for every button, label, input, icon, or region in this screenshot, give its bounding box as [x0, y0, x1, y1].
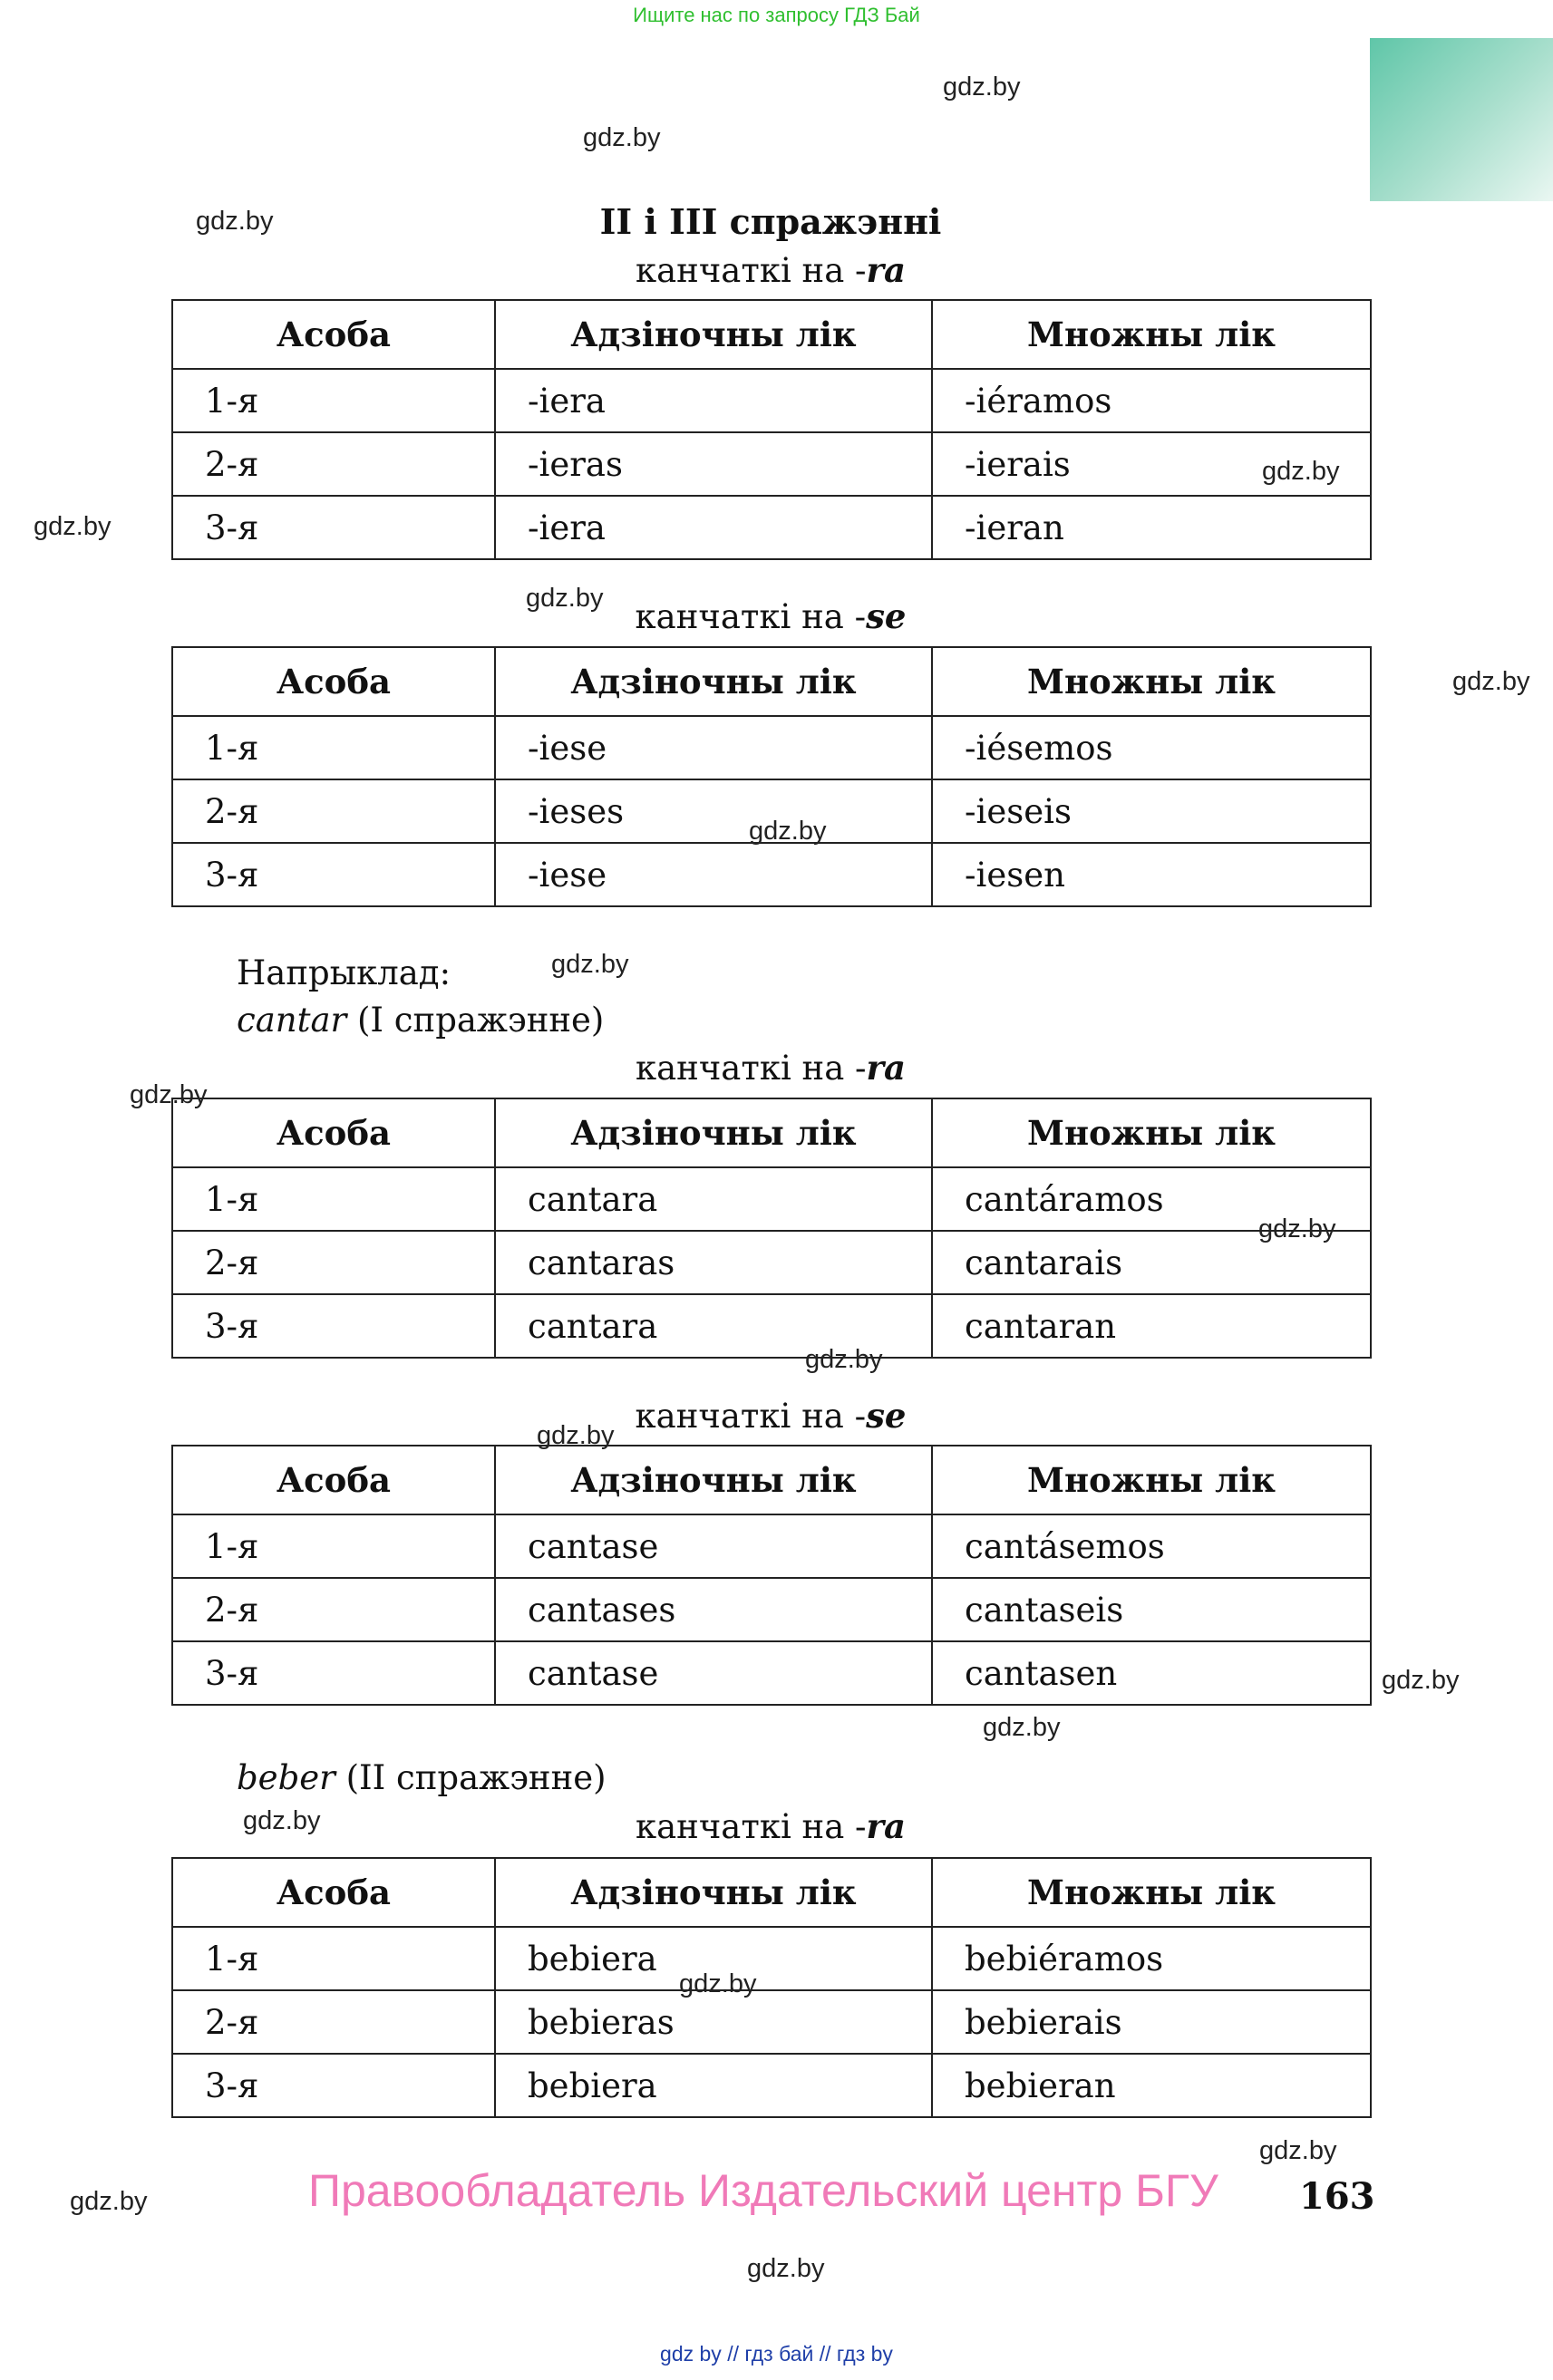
table-row [172, 369, 1371, 432]
watermark: gdz.by [34, 512, 112, 541]
header-person: Асоба [172, 1446, 495, 1514]
suffix: ra [866, 250, 906, 290]
cell-singular: -iese [495, 716, 932, 779]
header-row [172, 647, 1371, 716]
watermark: gdz.by [243, 1806, 321, 1835]
cell-person: 1-я [172, 1514, 495, 1578]
header-person: Асоба [172, 300, 495, 369]
watermark: gdz.by [551, 950, 629, 979]
cell-singular: -iera [495, 496, 932, 559]
cell-person: 1-я [172, 1167, 495, 1231]
cell-plural: -ierais [932, 432, 1371, 496]
header-row [172, 1098, 1371, 1167]
watermark: gdz.by [583, 123, 661, 152]
verb-title: cantar (I спражэнне) [237, 1001, 605, 1040]
cell-plural: cantasen [932, 1641, 1371, 1705]
table-caption: канчаткі на -se [635, 596, 907, 636]
table-caption: канчаткі на -ra [635, 250, 906, 290]
verb: beber [237, 1758, 335, 1797]
cell-person: 2-я [172, 1990, 495, 2054]
cell-person: 1-я [172, 1927, 495, 1990]
cell-singular: bebieras [495, 1990, 932, 2054]
suffix: se [866, 1396, 907, 1436]
table-caption: канчаткі на -se [635, 1396, 907, 1436]
section-heading: II і III спражэнні [599, 201, 942, 242]
cell-plural: cantaran [932, 1294, 1371, 1358]
conjugation-table [171, 1098, 1372, 1359]
cell-singular: bebiera [495, 1927, 932, 1990]
cell-singular: -iera [495, 369, 932, 432]
header-singular: Адзіночны лік [495, 1446, 932, 1514]
suffix: ra [866, 1806, 906, 1846]
header-plural: Множны лік [932, 1446, 1371, 1514]
cell-plural: -ieran [932, 496, 1371, 559]
cell-person: 2-я [172, 779, 495, 843]
cell-singular: cantase [495, 1641, 932, 1705]
cell-singular: cantara [495, 1294, 932, 1358]
header-row [172, 1858, 1371, 1927]
watermark: gdz.by [537, 1421, 615, 1450]
header-plural: Множны лік [932, 1858, 1371, 1927]
cell-person: 3-я [172, 1294, 495, 1358]
cell-plural: bebierais [932, 1990, 1371, 2054]
table-row [172, 1294, 1371, 1358]
table-row [172, 1578, 1371, 1641]
cell-person: 3-я [172, 2054, 495, 2117]
watermark: gdz.by [1382, 1666, 1460, 1695]
header-singular: Адзіночны лік [495, 1858, 932, 1927]
header-plural: Множны лік [932, 1098, 1371, 1167]
cell-singular: cantaras [495, 1231, 932, 1294]
header-singular: Адзіночны лік [495, 647, 932, 716]
header-row [172, 1446, 1371, 1514]
watermark: gdz.by [983, 1713, 1061, 1742]
conjugation-table [171, 646, 1372, 907]
cell-plural: cantásemos [932, 1514, 1371, 1578]
cell-singular: bebiera [495, 2054, 932, 2117]
cell-person: 2-я [172, 432, 495, 496]
header-person: Асоба [172, 1098, 495, 1167]
watermark: gdz.by [130, 1080, 208, 1109]
conjugation-table [171, 299, 1372, 560]
cell-person: 1-я [172, 716, 495, 779]
corner-decoration [1370, 38, 1553, 201]
verb: cantar [237, 1001, 347, 1040]
table-row [172, 432, 1371, 496]
watermark: gdz.by [1262, 457, 1340, 486]
cell-person: 3-я [172, 843, 495, 906]
table-row [172, 1927, 1371, 1990]
cell-plural: bebieran [932, 2054, 1371, 2117]
table-row [172, 1641, 1371, 1705]
table-row [172, 1231, 1371, 1294]
header-plural: Множны лік [932, 647, 1371, 716]
copyright-notice: Правообладатель Издательский центр БГУ [308, 2165, 1218, 2216]
table-row [172, 1514, 1371, 1578]
cell-singular: -ieras [495, 432, 932, 496]
table-caption: канчаткі на -ra [635, 1806, 906, 1846]
cell-plural: cantáramos [932, 1167, 1371, 1231]
cell-plural: cantarais [932, 1231, 1371, 1294]
top-note: Ищите нас по запросу ГДЗ Бай [633, 4, 920, 26]
conjugation-table [171, 1857, 1372, 2118]
verb-title: beber (II спражэнне) [237, 1758, 607, 1797]
table-row [172, 843, 1371, 906]
header-plural: Множны лік [932, 300, 1371, 369]
header-person: Асоба [172, 647, 495, 716]
watermark: gdz.by [526, 584, 604, 613]
cell-person: 3-я [172, 496, 495, 559]
cell-plural: -iesen [932, 843, 1371, 906]
watermark: gdz.by [196, 207, 274, 236]
watermark: gdz.by [70, 2187, 148, 2216]
table-row [172, 496, 1371, 559]
table-caption: канчаткі на -ra [635, 1048, 906, 1088]
watermark: gdz.by [679, 1969, 757, 1998]
table-row [172, 1990, 1371, 2054]
cell-singular: cantases [495, 1578, 932, 1641]
cell-singular: -iese [495, 843, 932, 906]
footer-links: gdz by // гдз бай // гдз by [660, 2342, 893, 2365]
conjugation-table [171, 1445, 1372, 1706]
cell-plural: -ieseis [932, 779, 1371, 843]
watermark: gdz.by [1259, 2136, 1337, 2165]
cell-person: 3-я [172, 1641, 495, 1705]
cell-person: 1-я [172, 369, 495, 432]
cell-singular: -ieses [495, 779, 932, 843]
header-row [172, 300, 1371, 369]
example-label: Напрыклад: [237, 953, 451, 992]
suffix: se [866, 596, 907, 636]
cell-person: 2-я [172, 1231, 495, 1294]
table-row [172, 716, 1371, 779]
cell-plural: cantaseis [932, 1578, 1371, 1641]
watermark: gdz.by [1258, 1214, 1336, 1243]
page-number: 163 [1299, 2175, 1375, 2218]
suffix: ra [866, 1048, 906, 1088]
watermark: gdz.by [805, 1345, 883, 1374]
cell-singular: cantase [495, 1514, 932, 1578]
cell-plural: bebiéramos [932, 1927, 1371, 1990]
header-person: Асоба [172, 1858, 495, 1927]
watermark: gdz.by [749, 817, 827, 846]
cell-person: 2-я [172, 1578, 495, 1641]
cell-singular: cantara [495, 1167, 932, 1231]
cell-plural: -iésemos [932, 716, 1371, 779]
table-row [172, 1167, 1371, 1231]
table-row [172, 779, 1371, 843]
table-row [172, 2054, 1371, 2117]
watermark: gdz.by [943, 73, 1021, 102]
watermark: gdz.by [747, 2254, 825, 2283]
header-singular: Адзіночны лік [495, 1098, 932, 1167]
header-singular: Адзіночны лік [495, 300, 932, 369]
cell-plural: -iéramos [932, 369, 1371, 432]
watermark: gdz.by [1452, 667, 1530, 696]
